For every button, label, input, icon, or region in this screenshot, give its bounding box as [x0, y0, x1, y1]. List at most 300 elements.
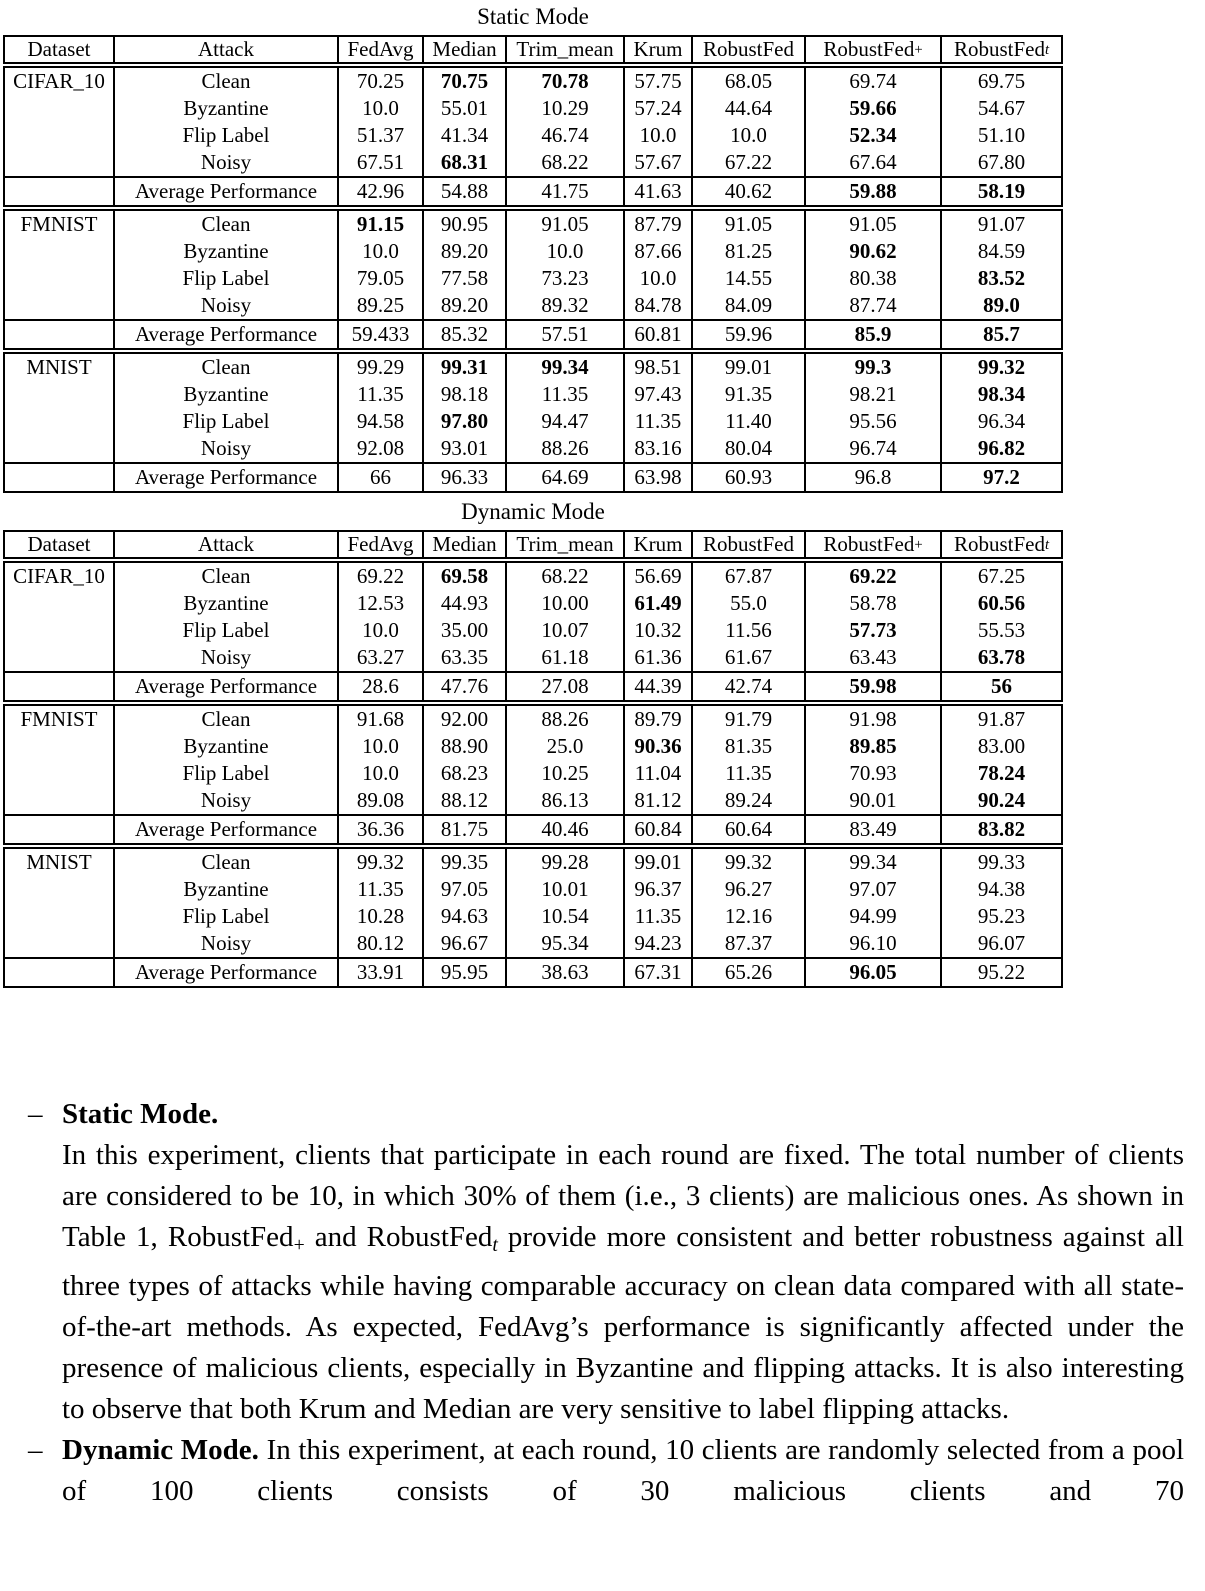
- value-cell: 84.78: [625, 292, 693, 319]
- value-cell: 99.28: [507, 849, 625, 876]
- attack-cell: Noisy: [115, 644, 339, 671]
- attack-cell: Clean: [115, 849, 339, 876]
- text-segment: In this experiment, at each round, 10 clients are randomly selected from a pool of 100 clients consists of 30 malicious clients and 70: [62, 1433, 1184, 1507]
- value-cell: 98.18: [424, 381, 507, 408]
- dataset-cell: [5, 930, 115, 957]
- data-row: [5, 903, 1061, 930]
- column-header: [115, 37, 339, 62]
- text-segment: and RobustFed: [304, 1221, 493, 1253]
- value-cell: 83.00: [977, 734, 1026, 758]
- value-cell: 67.31: [625, 959, 693, 986]
- value-cell: 90.95: [424, 211, 507, 238]
- value-cell: 44.93: [424, 590, 507, 617]
- value-cell: 83.82: [977, 817, 1026, 841]
- value-cell: 81.35: [693, 733, 806, 760]
- column-header: [507, 37, 625, 62]
- data-row: [5, 590, 1061, 617]
- value-cell: 41.34: [424, 122, 507, 149]
- dataset-cell: CIFAR_10: [5, 68, 115, 95]
- value-cell: 79.05: [339, 265, 424, 292]
- average-row: [5, 814, 1061, 843]
- subscript-text: +: [293, 1233, 305, 1256]
- value-cell: 69.75: [977, 69, 1026, 93]
- value-cell: 90.01: [806, 787, 942, 814]
- value-cell: 70.93: [806, 760, 942, 787]
- value-cell: 95.95: [424, 959, 507, 986]
- value-cell: 96.07: [977, 931, 1026, 955]
- value-cell: 55.01: [424, 95, 507, 122]
- attack-cell: Noisy: [115, 787, 339, 814]
- value-cell: 51.10: [977, 123, 1026, 147]
- value-cell: 67.80: [977, 150, 1026, 174]
- value-cell: 94.47: [507, 408, 625, 435]
- value-cell: 59.433: [339, 321, 424, 348]
- value-cell: 33.91: [339, 959, 424, 986]
- attack-cell: Byzantine: [115, 590, 339, 617]
- value-cell: 69.22: [339, 563, 424, 590]
- value-cell: 47.76: [424, 673, 507, 700]
- average-row: [5, 319, 1061, 348]
- value-cell: 68.23: [424, 760, 507, 787]
- dataset-block: [3, 66, 1063, 207]
- average-label-cell: Average Performance: [115, 178, 339, 205]
- dataset-cell: [5, 381, 115, 408]
- data-row: [5, 563, 1061, 590]
- value-cell: 80.04: [693, 435, 806, 462]
- data-row: [5, 292, 1061, 319]
- value-cell: 95.56: [806, 408, 942, 435]
- value-cell: 87.37: [693, 930, 806, 957]
- value-cell: 35.00: [424, 617, 507, 644]
- average-row: [5, 957, 1061, 986]
- attack-cell: Noisy: [115, 292, 339, 319]
- column-header-subscript: +: [914, 537, 923, 553]
- value-cell: 89.85: [806, 733, 942, 760]
- value-cell: 91.05: [693, 211, 806, 238]
- data-row: [5, 408, 1061, 435]
- column-header-subscript: +: [914, 42, 923, 58]
- value-cell: 11.35: [339, 876, 424, 903]
- value-cell: 96.05: [806, 959, 942, 986]
- dash-marker: –: [28, 1098, 43, 1130]
- value-cell: 55.0: [693, 590, 806, 617]
- notes-list: [28, 1094, 1184, 1512]
- dataset-cell: [5, 435, 115, 462]
- value-cell: 96.10: [806, 930, 942, 957]
- column-header: [942, 532, 1061, 557]
- value-cell: 96.34: [977, 409, 1026, 433]
- value-cell: 97.80: [424, 408, 507, 435]
- value-cell: 99.32: [977, 355, 1026, 379]
- dataset-cell: [5, 95, 115, 122]
- column-header: [625, 532, 693, 557]
- value-cell: 73.23: [507, 265, 625, 292]
- value-cell: 83.49: [806, 816, 942, 843]
- attack-cell: Flip Label: [115, 617, 339, 644]
- dataset-cell: [5, 644, 115, 671]
- attack-cell: Flip Label: [115, 903, 339, 930]
- value-cell: 95.34: [507, 930, 625, 957]
- column-header-label: RobustFed: [953, 37, 1045, 61]
- value-cell: 99.33: [977, 850, 1026, 874]
- static-mode-section: [0, 0, 1205, 493]
- text-segment: In this experiment, clients that participate in each round are fixed. The total number of clients are considered to be 10, in which 30% of them (i.e., 3 clients) are malicious ones. As shown in Table 1, RobustFed: [62, 1139, 1184, 1253]
- value-cell: 44.39: [625, 673, 693, 700]
- value-cell: 11.35: [507, 381, 625, 408]
- dataset-cell: [5, 959, 115, 986]
- dynamic-mode-section: [0, 495, 1205, 988]
- value-cell: 91.05: [507, 211, 625, 238]
- value-cell: 97.07: [806, 876, 942, 903]
- value-cell: 52.34: [806, 122, 942, 149]
- value-cell: 59.66: [806, 95, 942, 122]
- column-header: [5, 37, 115, 62]
- attack-cell: Clean: [115, 68, 339, 95]
- value-cell: 55.53: [977, 618, 1026, 642]
- value-cell: 99.31: [424, 354, 507, 381]
- value-cell: 99.01: [693, 354, 806, 381]
- value-cell: 10.0: [339, 733, 424, 760]
- value-cell: 11.35: [339, 381, 424, 408]
- value-cell: 10.28: [339, 903, 424, 930]
- dataset-block: [3, 352, 1063, 493]
- header-row: [5, 37, 1061, 62]
- value-cell: 59.96: [693, 321, 806, 348]
- data-row: [5, 149, 1061, 176]
- dataset-cell: [5, 238, 115, 265]
- column-header-label: Median: [432, 37, 497, 61]
- column-header-label: Dataset: [27, 532, 91, 556]
- value-cell: 89.25: [339, 292, 424, 319]
- value-cell: 28.6: [339, 673, 424, 700]
- column-header: [806, 37, 942, 62]
- value-cell: 96.8: [806, 464, 942, 491]
- value-cell: 11.40: [693, 408, 806, 435]
- value-cell: 94.63: [424, 903, 507, 930]
- dataset-cell: [5, 876, 115, 903]
- data-row: [5, 787, 1061, 814]
- value-cell: 12.53: [339, 590, 424, 617]
- column-header-label: FedAvg: [347, 532, 414, 556]
- value-cell: 80.12: [339, 930, 424, 957]
- attack-cell: Noisy: [115, 435, 339, 462]
- value-cell: 36.36: [339, 816, 424, 843]
- value-cell: 98.51: [625, 354, 693, 381]
- dataset-cell: [5, 265, 115, 292]
- value-cell: 11.35: [625, 903, 693, 930]
- attack-cell: Byzantine: [115, 876, 339, 903]
- value-cell: 38.63: [507, 959, 625, 986]
- value-cell: 67.25: [977, 564, 1026, 588]
- column-header-label: Median: [432, 532, 497, 556]
- value-cell: 12.16: [693, 903, 806, 930]
- column-header-label: RobustFed: [702, 532, 794, 556]
- data-row: [5, 644, 1061, 671]
- value-cell: 42.96: [339, 178, 424, 205]
- attack-cell: Byzantine: [115, 95, 339, 122]
- value-cell: 90.62: [806, 238, 942, 265]
- value-cell: 99.35: [424, 849, 507, 876]
- value-cell: 77.58: [424, 265, 507, 292]
- value-cell: 70.25: [339, 68, 424, 95]
- value-cell: 89.08: [339, 787, 424, 814]
- value-cell: 87.79: [625, 211, 693, 238]
- dataset-cell: [5, 816, 115, 843]
- dataset-block: [3, 704, 1063, 845]
- column-header: [806, 532, 942, 557]
- value-cell: 61.18: [507, 644, 625, 671]
- value-cell: 69.22: [806, 563, 942, 590]
- value-cell: 67.22: [693, 149, 806, 176]
- column-header: [115, 532, 339, 557]
- header-row: [5, 532, 1061, 557]
- value-cell: 99.34: [806, 849, 942, 876]
- data-row: [5, 95, 1061, 122]
- value-cell: 61.49: [625, 590, 693, 617]
- value-cell: 99.29: [339, 354, 424, 381]
- column-header-label: Trim_mean: [516, 532, 614, 556]
- value-cell: 65.26: [693, 959, 806, 986]
- value-cell: 69.58: [424, 563, 507, 590]
- value-cell: 99.34: [507, 354, 625, 381]
- value-cell: 90.24: [977, 788, 1026, 812]
- value-cell: 59.88: [806, 178, 942, 205]
- value-cell: 86.13: [507, 787, 625, 814]
- value-cell: 54.88: [424, 178, 507, 205]
- data-row: [5, 706, 1061, 733]
- value-cell: 11.04: [625, 760, 693, 787]
- dataset-block: [3, 561, 1063, 702]
- value-cell: 88.90: [424, 733, 507, 760]
- value-cell: 99.32: [339, 849, 424, 876]
- value-cell: 42.74: [693, 673, 806, 700]
- value-cell: 25.0: [507, 733, 625, 760]
- attack-cell: Clean: [115, 211, 339, 238]
- dataset-cell: [5, 733, 115, 760]
- value-cell: 89.24: [693, 787, 806, 814]
- value-cell: 68.22: [507, 149, 625, 176]
- average-row: [5, 462, 1061, 491]
- data-row: [5, 930, 1061, 957]
- value-cell: 10.00: [507, 590, 625, 617]
- value-cell: 57.75: [625, 68, 693, 95]
- data-row: [5, 381, 1061, 408]
- value-cell: 96.67: [424, 930, 507, 957]
- column-header-label: RobustFed: [823, 37, 915, 61]
- data-row: [5, 238, 1061, 265]
- value-cell: 84.09: [693, 292, 806, 319]
- value-cell: 89.0: [983, 293, 1020, 317]
- column-header-label: Attack: [198, 532, 254, 556]
- value-cell: 95.23: [977, 904, 1026, 928]
- value-cell: 93.01: [424, 435, 507, 462]
- value-cell: 61.36: [625, 644, 693, 671]
- value-cell: 56.69: [625, 563, 693, 590]
- dataset-cell: [5, 292, 115, 319]
- text-segment: provide more consistent and better robustness against all three types of attacks while having comparable accuracy on clean data compared with all state-of-the-art methods. As expected, FedAvg’s performance is significantly affected under the presence of malicious clients, especially in Byzantine and flipping attacks. It is also interesting to observe that both Krum and Median are very sensitive to label flipping attacks.: [62, 1221, 1184, 1425]
- value-cell: 66: [339, 464, 424, 491]
- column-header: [5, 532, 115, 557]
- value-cell: 60.81: [625, 321, 693, 348]
- value-cell: 63.78: [977, 645, 1026, 669]
- dataset-cell: [5, 122, 115, 149]
- dynamic-mode-table: [3, 530, 1063, 988]
- column-header-label: Krum: [633, 532, 683, 556]
- value-cell: 95.22: [977, 960, 1026, 984]
- value-cell: 60.93: [693, 464, 806, 491]
- dataset-cell: [5, 787, 115, 814]
- value-cell: 10.0: [625, 122, 693, 149]
- attack-cell: Clean: [115, 706, 339, 733]
- dataset-cell: MNIST: [5, 354, 115, 381]
- value-cell: 89.32: [507, 292, 625, 319]
- value-cell: 87.66: [625, 238, 693, 265]
- value-cell: 81.12: [625, 787, 693, 814]
- value-cell: 96.33: [424, 464, 507, 491]
- value-cell: 91.15: [339, 211, 424, 238]
- attack-cell: Byzantine: [115, 733, 339, 760]
- value-cell: 99.32: [693, 849, 806, 876]
- dataset-cell: [5, 590, 115, 617]
- column-header: [693, 37, 806, 62]
- dataset-block: [3, 209, 1063, 350]
- value-cell: 10.29: [507, 95, 625, 122]
- value-cell: 10.0: [693, 122, 806, 149]
- value-cell: 91.68: [339, 706, 424, 733]
- value-cell: 92.08: [339, 435, 424, 462]
- value-cell: 40.62: [693, 178, 806, 205]
- dataset-cell: [5, 149, 115, 176]
- value-cell: 10.0: [339, 95, 424, 122]
- value-cell: 10.0: [507, 238, 625, 265]
- value-cell: 87.74: [806, 292, 942, 319]
- column-header: [424, 37, 507, 62]
- note-heading: Static Mode.: [62, 1098, 219, 1130]
- table-header-section: [3, 530, 1063, 559]
- data-row: [5, 435, 1061, 462]
- column-header-label: Trim_mean: [516, 37, 614, 61]
- column-header: [693, 532, 806, 557]
- value-cell: 85.9: [806, 321, 942, 348]
- value-cell: 80.38: [806, 265, 942, 292]
- value-cell: 67.87: [693, 563, 806, 590]
- value-cell: 58.78: [806, 590, 942, 617]
- value-cell: 81.75: [424, 816, 507, 843]
- value-cell: 59.98: [806, 673, 942, 700]
- note-item: [28, 1094, 1184, 1430]
- data-row: [5, 211, 1061, 238]
- value-cell: 10.54: [507, 903, 625, 930]
- value-cell: 94.58: [339, 408, 424, 435]
- value-cell: 56: [991, 674, 1012, 698]
- value-cell: 11.56: [693, 617, 806, 644]
- value-cell: 10.01: [507, 876, 625, 903]
- value-cell: 91.07: [977, 212, 1026, 236]
- average-row: [5, 176, 1061, 205]
- attack-cell: Flip Label: [115, 760, 339, 787]
- data-row: [5, 265, 1061, 292]
- data-row: [5, 354, 1061, 381]
- value-cell: 98.34: [977, 382, 1026, 406]
- value-cell: 60.84: [625, 816, 693, 843]
- attack-cell: Clean: [115, 354, 339, 381]
- note-item: [28, 1430, 1184, 1512]
- dataset-cell: [5, 464, 115, 491]
- column-header: [942, 37, 1061, 62]
- data-row: [5, 122, 1061, 149]
- dataset-cell: [5, 617, 115, 644]
- attack-cell: Byzantine: [115, 381, 339, 408]
- value-cell: 89.20: [424, 238, 507, 265]
- dataset-cell: [5, 178, 115, 205]
- value-cell: 99.3: [806, 354, 942, 381]
- value-cell: 91.35: [693, 381, 806, 408]
- value-cell: 63.27: [339, 644, 424, 671]
- average-label-cell: Average Performance: [115, 673, 339, 700]
- value-cell: 27.08: [507, 673, 625, 700]
- value-cell: 60.56: [977, 591, 1026, 615]
- data-row: [5, 733, 1061, 760]
- attack-cell: Noisy: [115, 149, 339, 176]
- value-cell: 54.67: [977, 96, 1026, 120]
- value-cell: 40.46: [507, 816, 625, 843]
- value-cell: 63.43: [806, 644, 942, 671]
- value-cell: 14.55: [693, 265, 806, 292]
- column-header-label: Dataset: [27, 37, 91, 61]
- column-header: [339, 532, 424, 557]
- dash-marker: –: [28, 1433, 43, 1466]
- dataset-cell: FMNIST: [5, 706, 115, 733]
- note-body: [62, 1139, 1184, 1425]
- value-cell: 94.23: [625, 930, 693, 957]
- value-cell: 63.35: [424, 644, 507, 671]
- value-cell: 41.75: [507, 178, 625, 205]
- dataset-cell: [5, 408, 115, 435]
- attack-cell: Flip Label: [115, 408, 339, 435]
- column-header: [507, 532, 625, 557]
- column-header-label: FedAvg: [347, 37, 414, 61]
- value-cell: 97.43: [625, 381, 693, 408]
- value-cell: 88.12: [424, 787, 507, 814]
- value-cell: 98.21: [806, 381, 942, 408]
- value-cell: 91.87: [977, 707, 1026, 731]
- value-cell: 69.74: [806, 68, 942, 95]
- value-cell: 10.0: [339, 760, 424, 787]
- data-row: [5, 876, 1061, 903]
- average-label-cell: Average Performance: [115, 959, 339, 986]
- subscript-text: t: [492, 1233, 498, 1256]
- value-cell: 96.37: [625, 876, 693, 903]
- table-title-dynamic: Dynamic Mode: [461, 499, 605, 524]
- value-cell: 70.78: [507, 68, 625, 95]
- note-heading: Dynamic Mode.: [62, 1433, 259, 1466]
- value-cell: 10.0: [339, 238, 424, 265]
- value-cell: 10.25: [507, 760, 625, 787]
- value-cell: 83.52: [977, 266, 1026, 290]
- data-row: [5, 760, 1061, 787]
- value-cell: 94.99: [806, 903, 942, 930]
- value-cell: 63.98: [625, 464, 693, 491]
- value-cell: 68.22: [507, 563, 625, 590]
- attack-cell: Flip Label: [115, 265, 339, 292]
- dataset-cell: [5, 903, 115, 930]
- table-header-section: [3, 35, 1063, 64]
- data-row: [5, 849, 1061, 876]
- value-cell: 83.16: [625, 435, 693, 462]
- column-header-subscript: t: [1044, 42, 1050, 58]
- value-cell: 61.67: [693, 644, 806, 671]
- average-label-cell: Average Performance: [115, 816, 339, 843]
